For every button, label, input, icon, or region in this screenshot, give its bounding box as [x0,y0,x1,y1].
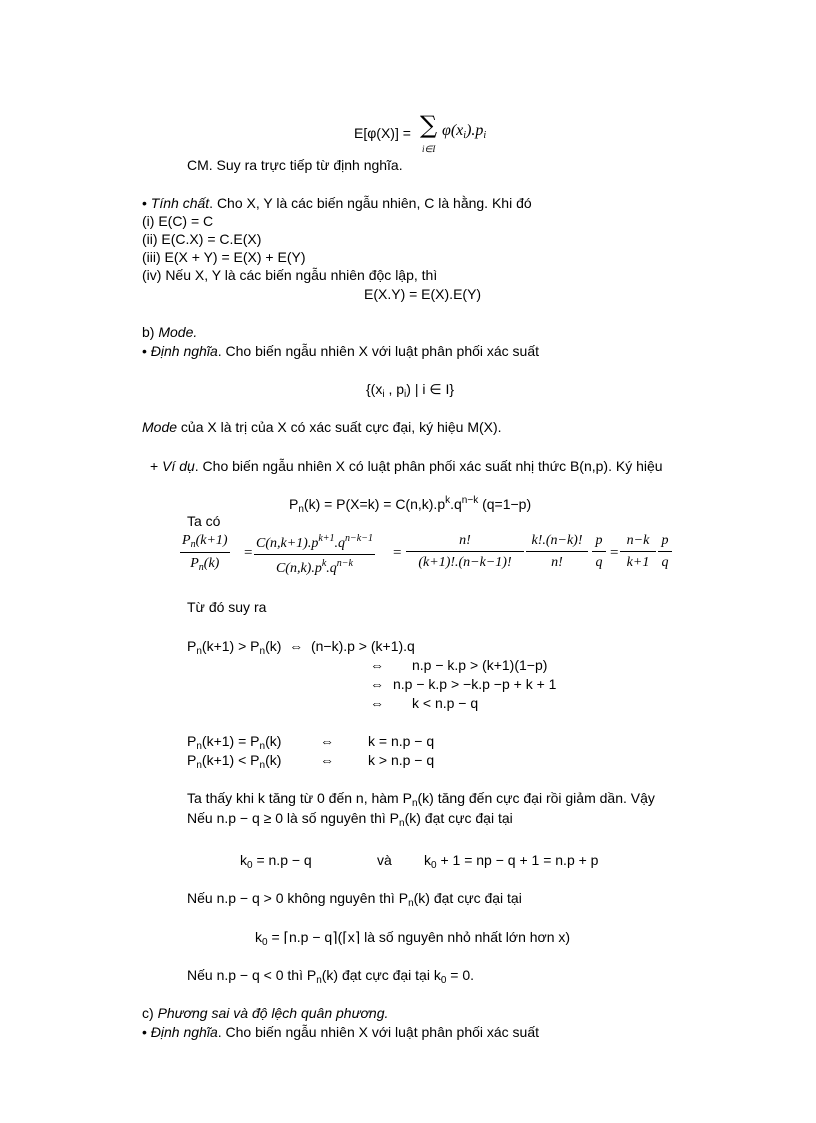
properties-heading [142,194,532,212]
if-nonint-n: n [408,898,414,909]
conclusion-b: (k) tăng đến cực đại rồi giảm dần. Vậy [417,790,655,806]
bullet: • [142,1024,147,1040]
plus-sign: + [150,458,159,474]
ratio-frac-4 [526,533,588,571]
k0p-a: k [424,852,431,868]
binomial-pmf [289,492,531,519]
cm-line: CM. Suy ra trực tiếp từ định nghĩa. [187,157,403,173]
ceil-sub: 0 [262,937,268,948]
if-int-a: Nếu n.p − q ≥ 0 là số nguyên thì P [187,810,399,826]
frac-3-num: n! [406,533,524,552]
sigma-subscript: i∈I [422,144,436,154]
frac-1-num: $P_n(k+1)$ [180,533,230,553]
properties-label: Tính chất [150,195,210,211]
pmf-a: P [289,496,299,512]
k0-sub: 0 [247,860,253,871]
if-neg-c: = 0. [446,967,475,983]
example-heading [150,457,663,475]
rhs-tail: ).p [466,122,484,139]
bullet: • [142,195,147,211]
frac-7-num: p [658,533,672,552]
k0-plus-formula [424,851,598,875]
ineq-3: n.p − k.p > −k.p −p + k + 1 [393,676,557,692]
set-sub-i: i [382,389,385,400]
k0-b: = n.p − q [252,852,312,868]
ineq-4: k < n.p − q [412,695,479,711]
mode-def-text: . Cho biến ngẫu nhiên X với luật phân phối xác suất [217,343,540,359]
eq-1: = [244,545,253,561]
if-nonint-a: Nếu n.p − q > 0 không nguyên thì P [187,890,409,906]
if-neg-sub: 0 [440,975,447,986]
expectation-lhs: E[φ(X)] = [354,125,411,141]
if-nonint-b: (k) đạt cực đại tại [413,890,522,906]
ratio-frac-1 [180,533,230,573]
ineq-line-1: $P_n(k+1) > P_n(k)$ ⇔ (n−k).p > (k+1).q [187,638,415,657]
pmf-nk: n−k [461,495,479,506]
conclusion-n: n [411,798,418,809]
mode-title: Mode [158,324,194,340]
ceiling-formula [255,928,570,952]
ratio-frac-6 [620,533,656,571]
mode-title-end: . [193,324,198,340]
example-text: . Cho biến ngẫu nhiên X có luật phân phối xác suất nhị thức B(n,p). Ký hiệu [194,458,663,474]
expectation-rhs [442,122,486,145]
case-less-rhs: k > n.p − q [368,752,435,768]
property-item-1: (i) E(C) = C [142,213,214,229]
frac-6-den: k+1 [626,555,650,570]
equiv-symbol-4: ⇔ [370,695,384,711]
and-word: và [377,852,392,868]
example-label: Ví dụ [162,458,195,474]
if-neg-n: n [316,975,322,986]
ceil-b: = ⌈n.p − q⌉(⌈x⌉ là số nguyên nhỏ nhất lớn hơn x) [267,929,571,945]
variance-def-label: Định nghĩa [150,1024,218,1040]
ratio-frac-2 [254,533,375,577]
if-neg-a: Nếu n.p − q < 0 thì P [187,967,317,983]
conclusion-a: Ta thấy khi k tăng từ 0 đến n, hàm P [187,790,412,806]
if-negative [187,966,474,990]
tu-do-suy-ra: Từ đó suy ra [187,599,267,615]
case-equal-rhs: k = n.p − q [368,733,435,749]
property-item-2: (ii) E(C.X) = C.E(X) [142,231,262,247]
frac-5-den: q [595,555,603,570]
variance-heading [142,1004,388,1022]
ratio-frac-7 [658,533,672,571]
independent-formula: E(X.Y) = E(X).E(Y) [364,286,482,302]
pmf-b: (k) = P(X=k) = C(n,k).p [303,496,446,512]
k0-a: k [240,852,247,868]
set-part-a: {(x [366,381,383,397]
if-int-b: (k) đạt cực đại tại [404,810,513,826]
pmf-d: (q=1−p) [478,496,532,512]
k0p-b: + 1 = np − q + 1 = n.p + p [436,852,599,868]
variance-title: Phương sai và độ lệch quân phương [157,1005,385,1021]
set-part-c: ) | i ∈ I} [406,381,455,397]
mode-text: của X là trị của X có xác suất cực đại, ký hiệu M(X). [177,419,502,435]
eq-3: = [610,545,619,561]
variance-def-text: . Cho biến ngẫu nhiên X với luật phân phối xác suất [217,1024,540,1040]
mode-prefix: b) [142,324,159,340]
set-part-b: , p [384,381,405,397]
frac-5-num: p [592,533,606,552]
variance-title-end: . [384,1005,389,1021]
bullet: • [142,343,147,359]
if-nonint [187,889,522,913]
properties-text: . Cho X, Y là các biến ngẫu nhiên, C là hằng. Khi đó [209,195,532,211]
variance-definition [142,1023,539,1041]
distribution-set [366,380,454,404]
frac-4-num: k!.(n−k)! [526,533,588,552]
mode-definition [142,342,539,360]
mode-heading [142,323,197,341]
if-integer [187,809,513,833]
pmf-k: k [445,495,451,506]
sigma-symbol: ∑ [420,111,438,139]
equiv-symbol-6: ⇔ [320,752,334,768]
rhs-pi: i [483,130,487,141]
frac-6-num: n−k [620,533,656,552]
frac-1-den: $P_n(k)$ [190,556,220,573]
ineq-2: n.p − k.p > (k+1)(1−p) [412,657,548,673]
ineq-1: (n−k).p > (k+1).q [310,638,415,654]
if-int-n: n [399,818,405,829]
mode-meaning [142,418,502,436]
equiv-symbol-5: ⇔ [320,733,334,749]
property-item-3: (iii) E(X + Y) = E(X) + E(Y) [142,249,306,265]
frac-4-den: n! [551,555,563,570]
frac-2-den: $C(n,k).p^k.q^{n-k}$ [275,558,353,576]
property-item-4: (iv) Nếu X, Y là các biến ngẫu nhiên độc lập, thì [142,267,438,283]
equiv-symbol-3: ⇔ [370,676,384,692]
mode-word: Mode [142,419,178,435]
equiv-symbol: ⇔ [289,638,304,654]
eq-2: = [393,545,402,561]
case-equal-lhs: $P_n(k+1) = P_n(k)$ [187,733,282,752]
set-sub-i2: i [404,389,407,400]
pmf-n: n [298,504,304,515]
ratio-frac-5 [592,533,606,571]
equiv-symbol-2: ⇔ [370,657,384,673]
k0p-sub: 0 [431,860,437,871]
k0-formula [240,851,312,875]
if-neg-b: (k) đạt cực đại tại k [321,967,441,983]
case-less-lhs: $P_n(k+1) < P_n(k)$ [187,752,282,771]
ceil-a: k [255,929,262,945]
frac-7-den: q [661,555,669,570]
mode-def-label: Định nghĩa [150,343,218,359]
frac-2-num: $C(n,k+1).p^{k+1}.q^{n-k-1}$ [254,533,375,555]
variance-prefix: c) [142,1005,158,1021]
pmf-c: .q [450,496,462,512]
rhs-phi: φ(x [442,122,464,139]
ratio-frac-3 [406,533,524,571]
frac-3-den: (k+1)!.(n−k−1)! [418,555,512,570]
rhs-i: i [463,130,467,141]
ta-co: Ta có [187,513,221,529]
